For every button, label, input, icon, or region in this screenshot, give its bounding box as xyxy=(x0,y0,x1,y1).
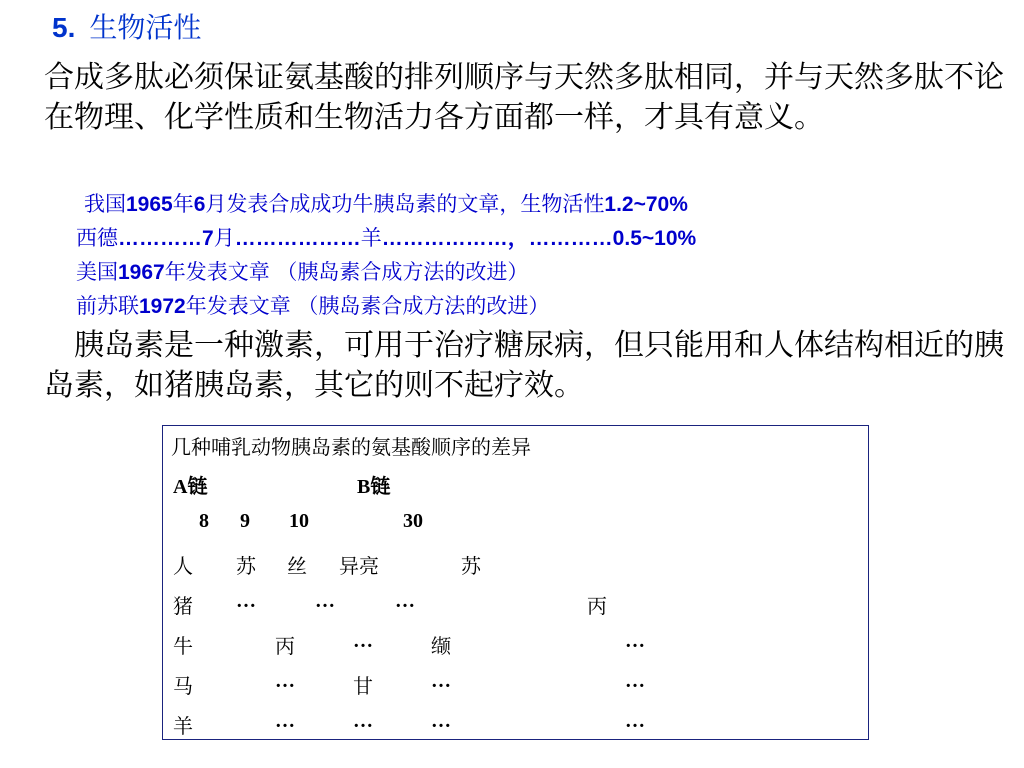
chain-b-label: B链 xyxy=(357,476,391,498)
row-cell: 苏 xyxy=(461,554,481,578)
row-cell: … xyxy=(315,590,335,612)
chain-a-label: A链 xyxy=(173,476,208,498)
insulin-comparison-table xyxy=(162,425,869,740)
row-species: 牛 xyxy=(173,634,193,658)
section-number: 5. xyxy=(52,12,76,43)
note-west-germany: 西德…………7月………………羊………………，…………0.5~10% xyxy=(76,226,697,250)
row-cell: 丙 xyxy=(275,634,295,658)
row-cell: … xyxy=(275,710,295,732)
row-cell: … xyxy=(353,630,373,652)
section-title: 生物活性 xyxy=(89,11,202,44)
row-species: 马 xyxy=(173,674,193,698)
row-cell: … xyxy=(625,630,645,652)
row-species: 人 xyxy=(173,554,193,578)
table-title: 几种哺乳动物胰岛素的氨基酸顺序的差异 xyxy=(171,435,531,459)
row-cell: 丝 xyxy=(287,554,307,578)
row-species: 羊 xyxy=(173,714,193,738)
row-cell: … xyxy=(625,670,645,692)
position-30: 30 xyxy=(403,510,423,532)
row-cell: … xyxy=(625,710,645,732)
row-cell: 缬 xyxy=(431,634,451,658)
position-9: 9 xyxy=(240,510,250,532)
row-cell: 丙 xyxy=(587,594,607,618)
section-heading xyxy=(52,6,201,46)
row-cell: … xyxy=(236,590,256,612)
intro-paragraph: 合成多肽必须保证氨基酸的排列顺序与天然多肽相同，并与天然多肽不论在物理、化学性质和生物活力各方面都一样，才具有意义。 xyxy=(44,60,1004,135)
row-cell: … xyxy=(395,590,415,612)
row-cell: … xyxy=(431,670,451,692)
row-species: 猪 xyxy=(173,594,193,618)
note-china: 我国1965年6月发表合成成功牛胰岛素的文章，生物活性1.2~70% xyxy=(84,192,688,216)
row-cell: 苏 xyxy=(236,554,256,578)
note-usa: 美国1967年发表文章 （胰岛素合成方法的改进） xyxy=(76,260,529,284)
note-ussr: 前苏联1972年发表文章 （胰岛素合成方法的改进） xyxy=(76,294,550,318)
row-cell: … xyxy=(275,670,295,692)
row-cell: 甘 xyxy=(353,674,373,698)
row-cell: … xyxy=(353,710,373,732)
insulin-paragraph: 胰岛素是一种激素，可用于治疗糖尿病，但只能用和人体结构相近的胰岛素，如猪胰岛素，其它的则不起疗效。 xyxy=(44,328,1004,403)
row-cell: … xyxy=(431,710,451,732)
position-8: 8 xyxy=(199,510,209,532)
position-10: 10 xyxy=(289,510,309,532)
row-cell: 异亮 xyxy=(339,554,379,578)
